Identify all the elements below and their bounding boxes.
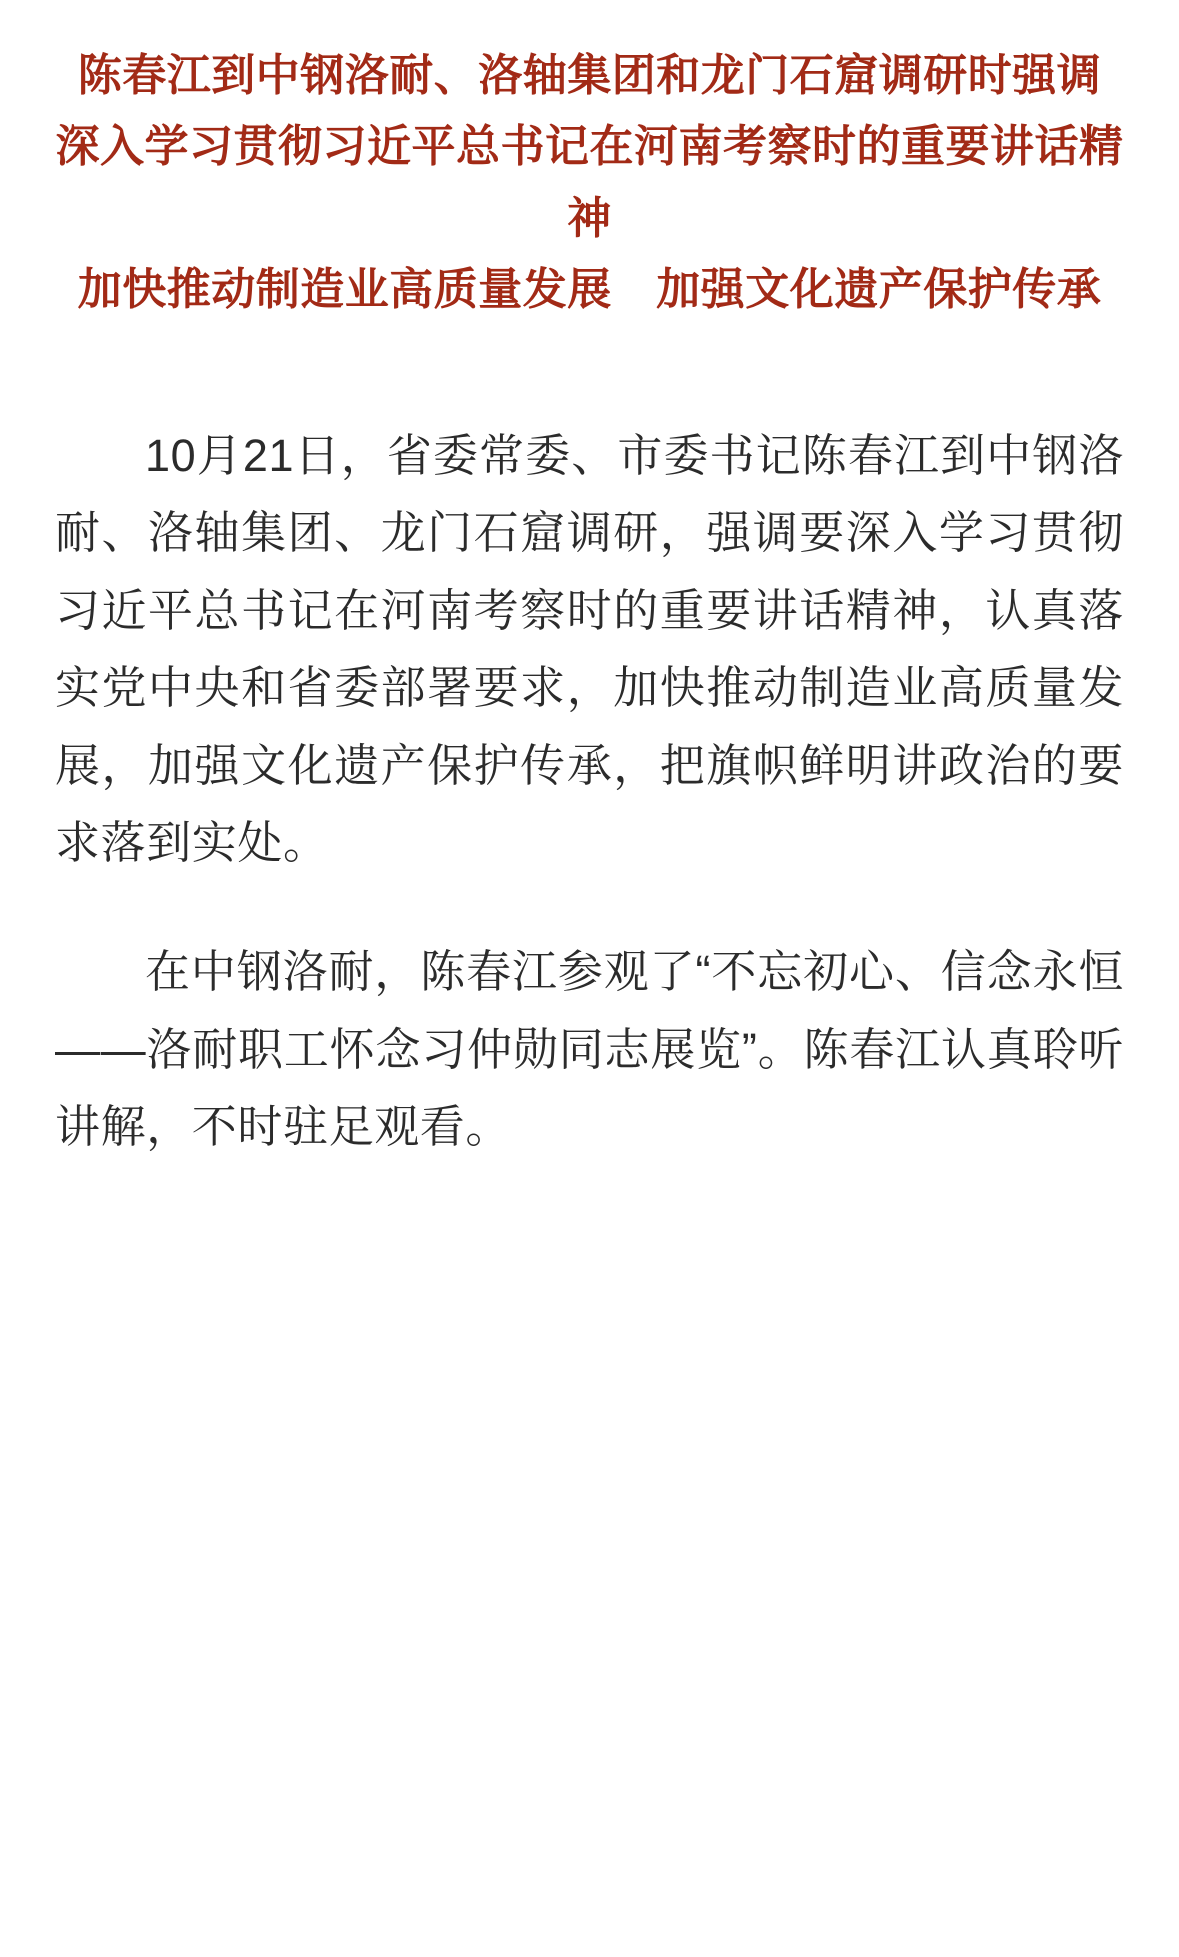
article-body [55,417,1124,1166]
headline-main: 深入学习贯彻习近平总书记在河南考察时的重要讲话精神 [55,122,1124,243]
headline-main-block [55,111,1124,254]
headline-shoulder: 陈春江到中钢洛耐、洛轴集团和龙门石窟调研时强调 [77,51,1102,100]
headline-sub: 加快推动制造业高质量发展 加强文化遗产保护传承 [77,264,1102,314]
headline-shoulder-block [55,40,1124,111]
headline-body-divider [55,325,1124,417]
article-paragraph: 10月21日，省委常委、市委书记陈春江到中钢洛耐、洛轴集团、龙门石窟调研，强调要深入学习贯彻习近平总书记在河南考察时的重要讲话精神，认真落实党中央和省委部署要求，加快推动制造业高质量发展，加强文化遗产保护传承，把旗帜鲜明讲政治的要求落到实处。 [55,430,1124,869]
article-headline [55,40,1124,325]
article-paragraph: 在中钢洛耐，陈春江参观了“不忘初心、信念永恒——洛耐职工怀念习仲勋同志展览”。陈春江认真聆听讲解，不时驻足观看。 [55,946,1124,1153]
headline-sub-block [55,254,1124,325]
